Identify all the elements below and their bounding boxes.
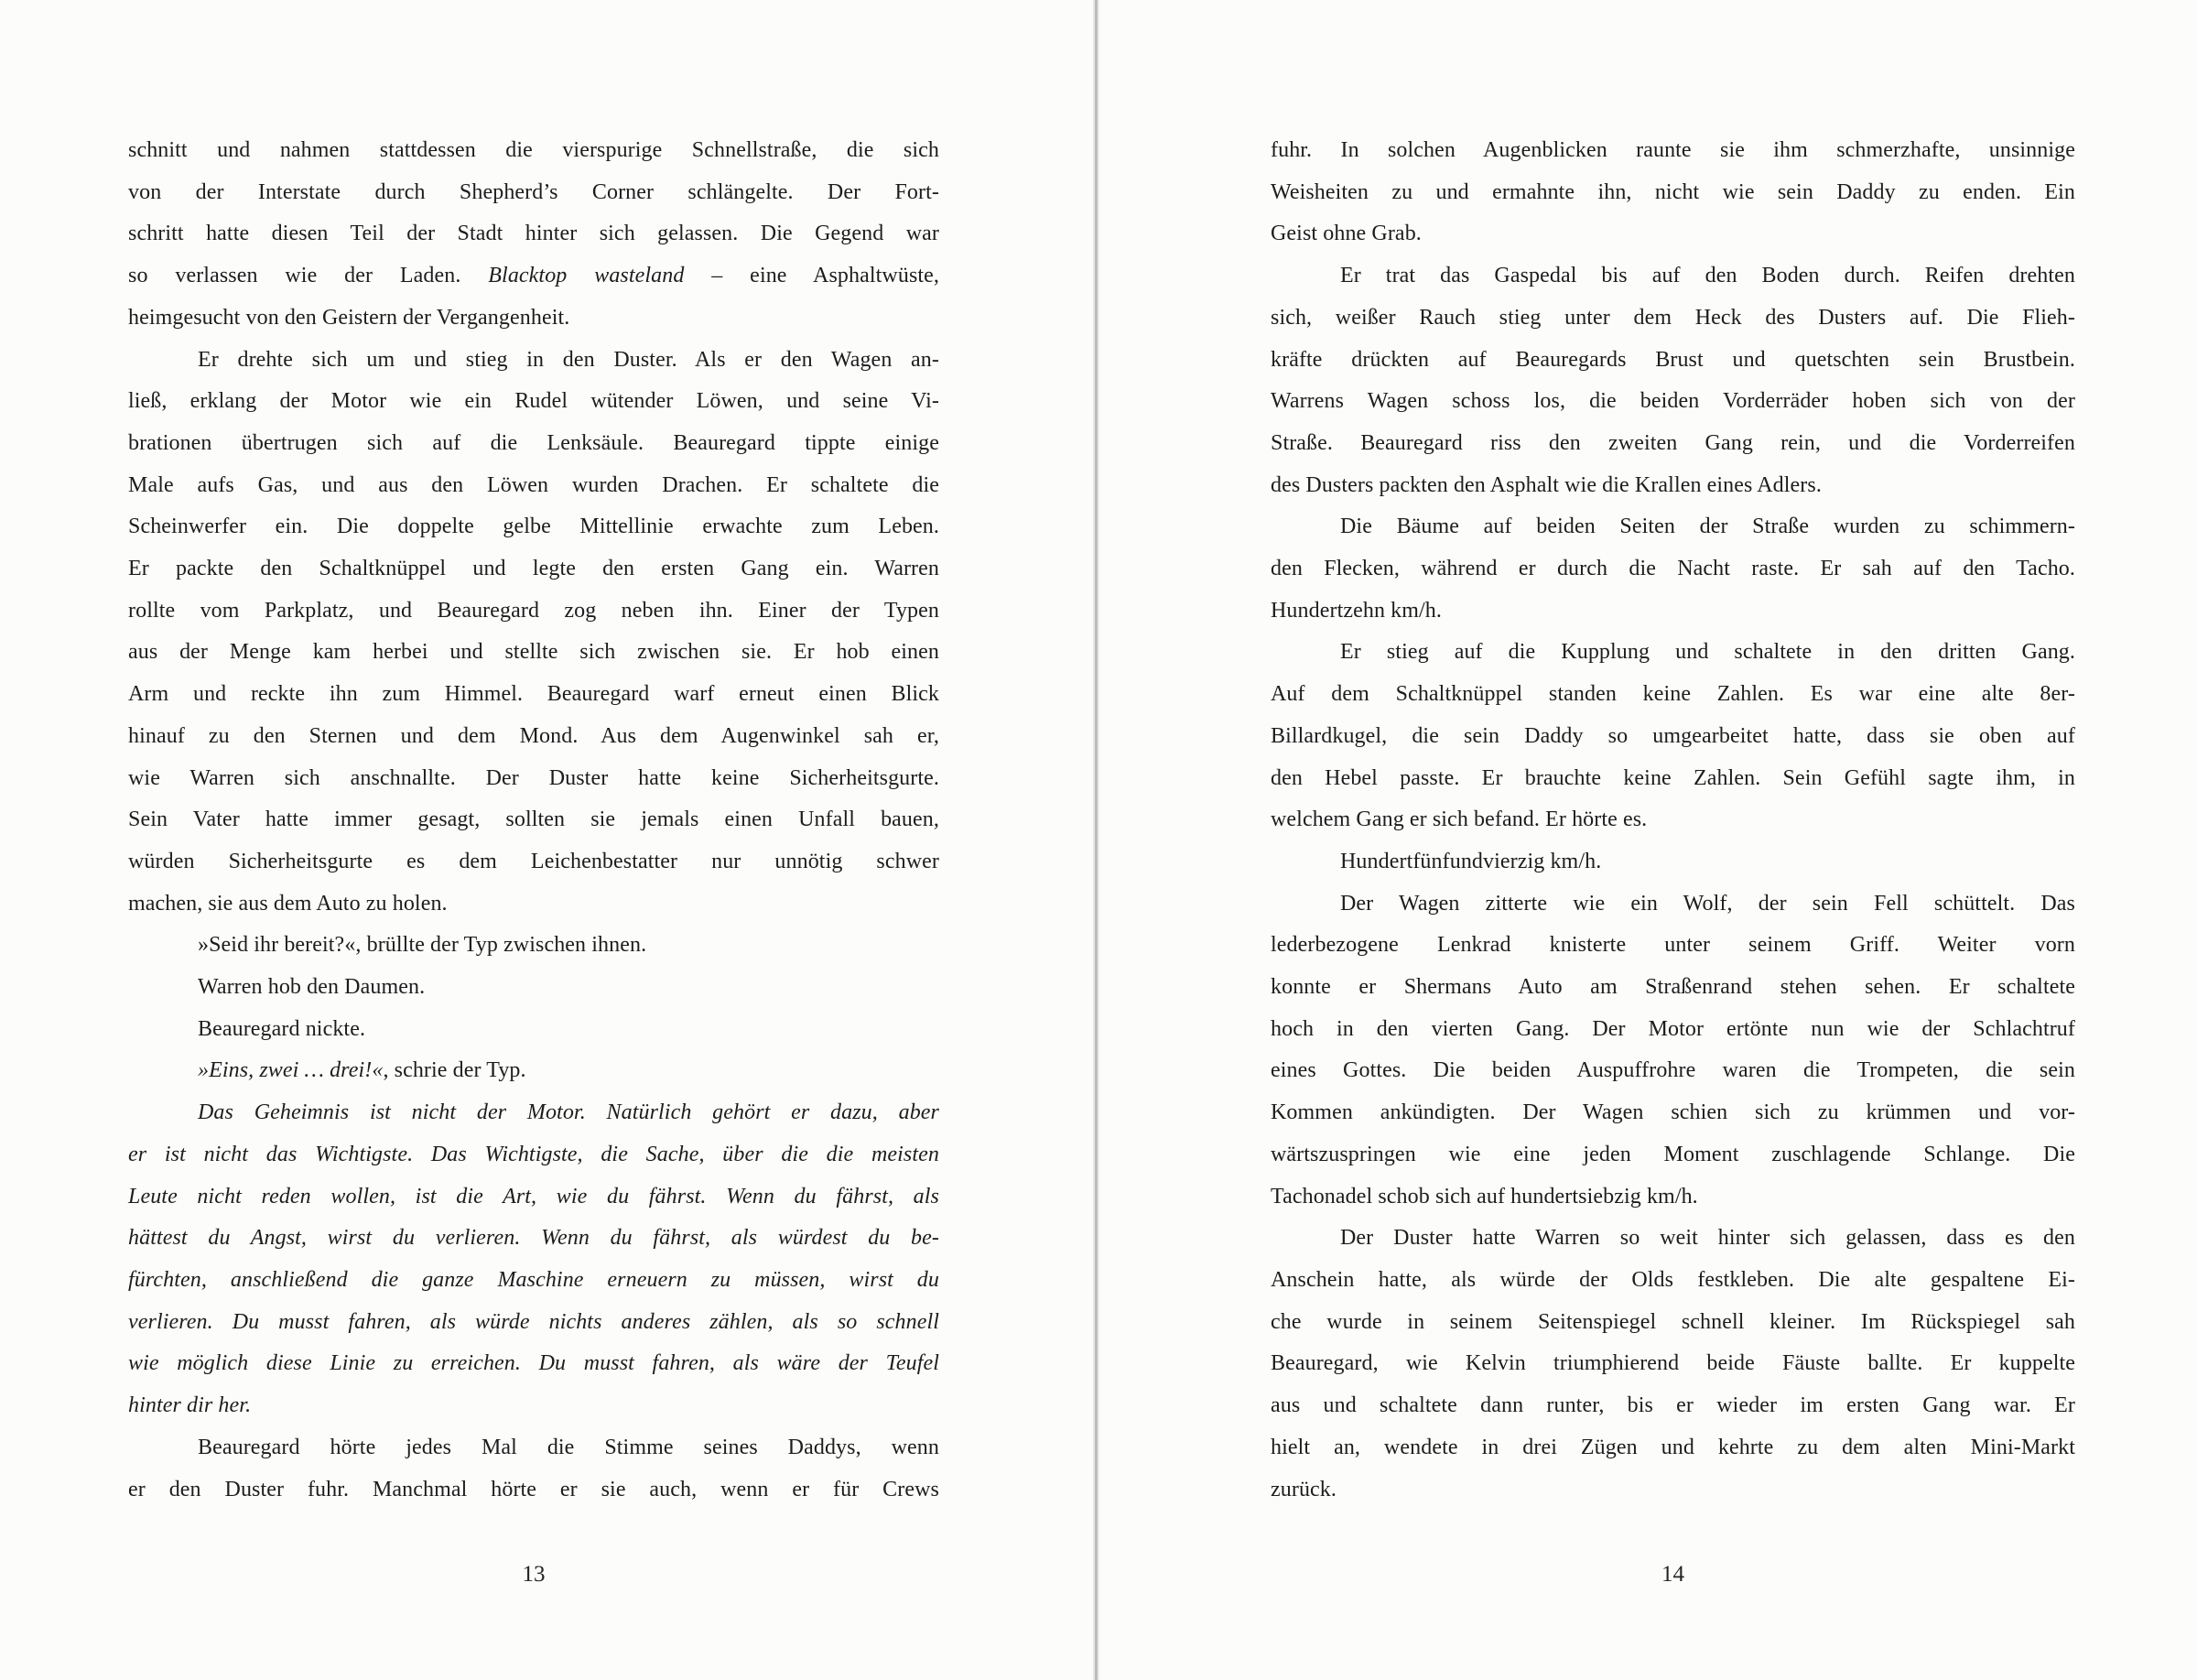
text-segment: Weisheiten zu und ermahnte ihn, nicht wie sein Daddy zu enden. Ein (1271, 179, 2075, 204)
text-line (128, 799, 939, 841)
text-line (128, 423, 939, 465)
text-segment: er den Duster fuhr. Manchmal hörte er sie auch, wenn er für Crews (128, 1477, 939, 1501)
text-line (1271, 716, 2075, 758)
paragraph (1271, 130, 2075, 255)
text-line (1271, 632, 2075, 674)
text-segment: Der Wagen zitterte wie ein Wolf, der sein Fell schüttelt. Das (1340, 891, 2075, 916)
paragraph (128, 1050, 939, 1092)
text-segment: Auf dem Schaltknüppel standen keine Zahlen. Es war eine alte 8er- (1271, 682, 2075, 707)
text-segment: lederbezogene Lenkrad knisterte unter seinem Griff. Weiter vorn (1271, 933, 2075, 958)
text-segment: Beauregard nickte. (198, 1016, 366, 1041)
text-line (128, 255, 939, 298)
paragraph (128, 967, 939, 1009)
text-segment: aus und schaltete dann runter, bis er wieder im ersten Gang war. Er (1271, 1393, 2075, 1418)
text-line (1271, 674, 2075, 716)
text-segment: wie Warren sich anschnallte. Der Duster hatte keine Sicherheitsgurte. (128, 765, 939, 790)
text-segment: heimgesucht von den Geistern der Vergangenheit. (128, 305, 570, 330)
text-line (1271, 1469, 2075, 1512)
paragraph (1271, 1218, 2075, 1511)
text-line (128, 340, 939, 382)
text-segment: er ist nicht das Wichtigste. Das Wichtigste, die Sache, über die die meisten (128, 1142, 939, 1166)
text-line (1271, 1260, 2075, 1302)
text-line (128, 1134, 939, 1176)
text-segment: »Seid ihr bereit?«, brüllte der Typ zwischen ihnen. (198, 933, 647, 958)
text-segment: che wurde in seinem Seitenspiegel schnell kleiner. Im Rückspiegel sah (1271, 1309, 2075, 1334)
text-line (1271, 213, 2075, 255)
text-line (128, 632, 939, 674)
text-line (1271, 172, 2075, 214)
paragraph (1271, 255, 2075, 506)
text-segment: des Dusters packten den Asphalt wie die Krallen eines Adlers. (1271, 472, 1822, 497)
text-line (128, 674, 939, 716)
text-segment: machen, sie aus dem Auto zu holen. (128, 891, 448, 916)
text-segment: hoch in den vierten Gang. Der Motor ertönte nun wie der Schlachtruf (1271, 1016, 2075, 1041)
paragraph (1271, 883, 2075, 1219)
text-segment: kräfte drückten auf Beauregards Brust und quetschten sein Brustbein. (1271, 347, 2075, 372)
page-divider (1095, 0, 1098, 1680)
text-line (1271, 841, 2075, 883)
text-line (1271, 967, 2075, 1009)
text-segment: Die Bäume auf beiden Seiten der Straße wurden zu schimmern- (1340, 515, 2075, 539)
text-segment: konnte er Shermans Auto am Straßenrand stehen sehen. Er schaltete (1271, 975, 2075, 1000)
text-segment: schritt hatte diesen Teil der Stadt hinter sich gelassen. Die Gegend war (128, 222, 939, 246)
text-segment: »Eins, zwei … drei!« (198, 1058, 384, 1083)
text-line (1271, 1092, 2075, 1134)
text-segment: fuhr. In solchen Augenblicken raunte sie ihm schmerzhafte, unsinnige (1271, 138, 2075, 162)
paragraph (128, 925, 939, 967)
text-line (128, 1009, 939, 1051)
text-segment: würden Sicherheitsgurte es dem Leichenbestatter nur unnötig schwer (128, 849, 939, 873)
page-number-left: 13 (522, 1562, 546, 1587)
text-segment: von der Interstate durch Shepherd’s Corner schlängelte. Der Fort- (128, 179, 939, 204)
text-line (128, 130, 939, 172)
text-segment: Er drehte sich um und stieg in den Duster. Als er den Wagen an- (198, 347, 939, 372)
text-segment: Hundertfünfundvierzig km/h. (1340, 849, 1602, 873)
text-line (1271, 799, 2075, 841)
text-line (1271, 1009, 2075, 1051)
text-segment: Male aufs Gas, und aus den Löwen wurden Drachen. Er schaltete die (128, 472, 939, 497)
text-line (128, 1218, 939, 1260)
text-segment: den Flecken, während er durch die Nacht raste. Er sah auf den Tacho. (1271, 557, 2075, 581)
text-segment: den Hebel passte. Er brauchte keine Zahlen. Sein Gefühl sagte ihm, in (1271, 765, 2075, 790)
text-line (1271, 298, 2075, 340)
text-segment: fürchten, anschließend die ganze Maschine erneuern zu müssen, wirst du (128, 1267, 939, 1292)
text-line (128, 591, 939, 633)
paragraph (128, 340, 939, 926)
text-line (1271, 130, 2075, 172)
paragraph (128, 1009, 939, 1051)
text-line (128, 1176, 939, 1219)
text-line (128, 841, 939, 883)
text-line (1271, 591, 2075, 633)
text-segment: Leute nicht reden wollen, ist die Art, wie du fährst. Wenn du fährst, als (128, 1184, 939, 1209)
text-segment: wie möglich diese Linie zu erreichen. Du musst fahren, als wäre der Teufel (128, 1351, 939, 1376)
text-line (128, 1050, 939, 1092)
text-segment: Geist ohne Grab. (1271, 222, 1422, 246)
text-line (1271, 1134, 2075, 1176)
text-segment: Tachonadel schob sich auf hundertsiebzig km/h. (1271, 1184, 1698, 1209)
text-line (1271, 465, 2075, 507)
text-segment: Scheinwerfer ein. Die doppelte gelbe Mittellinie erwachte zum Leben. (128, 515, 939, 539)
text-segment: wärtszuspringen wie eine jeden Moment zuschlagende Schlange. Die (1271, 1142, 2075, 1166)
text-line (128, 1427, 939, 1469)
text-line (1271, 506, 2075, 548)
text-segment: welchem Gang er sich befand. Er hörte es. (1271, 807, 1648, 832)
text-segment: , schrie der Typ. (383, 1058, 526, 1083)
text-segment: schnitt und nahmen stattdessen die vierspurige Schnellstraße, die sich (128, 138, 939, 162)
text-segment: Beauregard hörte jedes Mal die Stimme seines Daddys, wenn (198, 1435, 939, 1459)
paragraph (128, 130, 939, 340)
text-segment: Straße. Beauregard riss den zweiten Gang rein, und die Vorderreifen (1271, 430, 2075, 455)
text-segment: Das Geheimnis ist nicht der Motor. Natürlich gehört er dazu, aber (198, 1100, 939, 1125)
text-segment: hinter dir her. (128, 1393, 252, 1418)
page-left-text (128, 130, 939, 1511)
text-line (1271, 1050, 2075, 1092)
text-line (128, 758, 939, 800)
text-segment: Arm und reckte ihn zum Himmel. Beauregard warf erneut einen Blick (128, 682, 939, 707)
text-line (128, 925, 939, 967)
text-segment: verlieren. Du musst fahren, als würde nichts anderes zählen, als so schnell (128, 1309, 939, 1334)
text-line (128, 506, 939, 548)
text-segment: Beauregard, wie Kelvin triumphierend beide Fäuste ballte. Er kuppelte (1271, 1351, 2075, 1376)
text-segment: sich, weißer Rauch stieg unter dem Heck des Dusters auf. Die Flieh- (1271, 305, 2075, 330)
text-segment: Sein Vater hatte immer gesagt, sollten sie jemals einen Unfall bauen, (128, 807, 939, 832)
text-line (1271, 381, 2075, 423)
text-segment: ließ, erklang der Motor wie ein Rudel wütender Löwen, und seine Vi- (128, 389, 939, 414)
text-line (128, 883, 939, 926)
paragraph (1271, 506, 2075, 632)
text-segment: Der Duster hatte Warren so weit hinter sich gelassen, dass es den (1340, 1226, 2075, 1251)
text-line (128, 465, 939, 507)
page-right-text (1271, 130, 2075, 1511)
text-segment: Billardkugel, die sein Daddy so umgearbeitet hatte, dass sie oben auf (1271, 723, 2075, 748)
text-segment: Warren hob den Daumen. (198, 975, 426, 1000)
text-line (1271, 1343, 2075, 1385)
text-segment: – eine Asphaltwüste, (684, 264, 940, 288)
text-segment: Er packte den Schaltknüppel und legte den ersten Gang ein. Warren (128, 557, 939, 581)
text-line (1271, 925, 2075, 967)
text-line (1271, 1385, 2075, 1427)
text-line (128, 213, 939, 255)
text-segment: zurück. (1271, 1477, 1337, 1501)
paragraph (128, 1092, 939, 1427)
text-line (1271, 340, 2075, 382)
text-line (128, 172, 939, 214)
text-segment: Hundertzehn km/h. (1271, 598, 1442, 623)
paragraph (1271, 841, 2075, 883)
text-line (128, 548, 939, 591)
text-segment: rollte vom Parkplatz, und Beauregard zog neben ihn. Einer der Typen (128, 598, 939, 623)
text-segment: hättest du Angst, wirst du verlieren. Wenn du fährst, als würdest du be- (128, 1226, 939, 1251)
text-segment: aus der Menge kam herbei und stellte sich zwischen sie. Er hob einen (128, 640, 939, 665)
paragraph (128, 1427, 939, 1511)
page-number-right: 14 (1661, 1562, 1684, 1587)
text-segment: Er stieg auf die Kupplung und schaltete in den dritten Gang. (1340, 640, 2075, 665)
text-line (1271, 548, 2075, 591)
text-segment: Anschein hatte, als würde der Olds festkleben. Die alte gespaltene Ei- (1271, 1267, 2075, 1292)
text-line (1271, 255, 2075, 298)
text-segment: hielt an, wendete in drei Zügen und kehrte zu dem alten Mini-Markt (1271, 1435, 2075, 1459)
text-segment: Blacktop wasteland (488, 264, 685, 288)
text-line (128, 1469, 939, 1512)
text-segment: brationen übertrugen sich auf die Lenksäule. Beauregard tippte einige (128, 430, 939, 455)
text-segment: eines Gottes. Die beiden Auspuffrohre waren die Trompeten, die sein (1271, 1058, 2075, 1083)
text-line (128, 967, 939, 1009)
text-line (128, 1092, 939, 1134)
text-line (1271, 1218, 2075, 1260)
text-segment: hinauf zu den Sternen und dem Mond. Aus dem Augenwinkel sah er, (128, 723, 939, 748)
paragraph (1271, 632, 2075, 841)
text-segment: Er trat das Gaspedal bis auf den Boden durch. Reifen drehten (1340, 264, 2075, 288)
text-line (1271, 883, 2075, 926)
text-line (128, 1302, 939, 1344)
text-segment: Warrens Wagen schoss los, die beiden Vorderräder hoben sich von der (1271, 389, 2075, 414)
text-segment: so verlassen wie der Laden. (128, 264, 489, 288)
text-segment: Kommen ankündigten. Der Wagen schien sich zu krümmen und vor- (1271, 1100, 2075, 1125)
text-line (128, 298, 939, 340)
text-line (1271, 423, 2075, 465)
text-line (128, 381, 939, 423)
text-line (1271, 1176, 2075, 1219)
text-line (128, 1343, 939, 1385)
text-line (128, 1385, 939, 1427)
text-line (1271, 758, 2075, 800)
text-line (128, 716, 939, 758)
text-line (1271, 1427, 2075, 1469)
text-line (1271, 1302, 2075, 1344)
text-line (128, 1260, 939, 1302)
